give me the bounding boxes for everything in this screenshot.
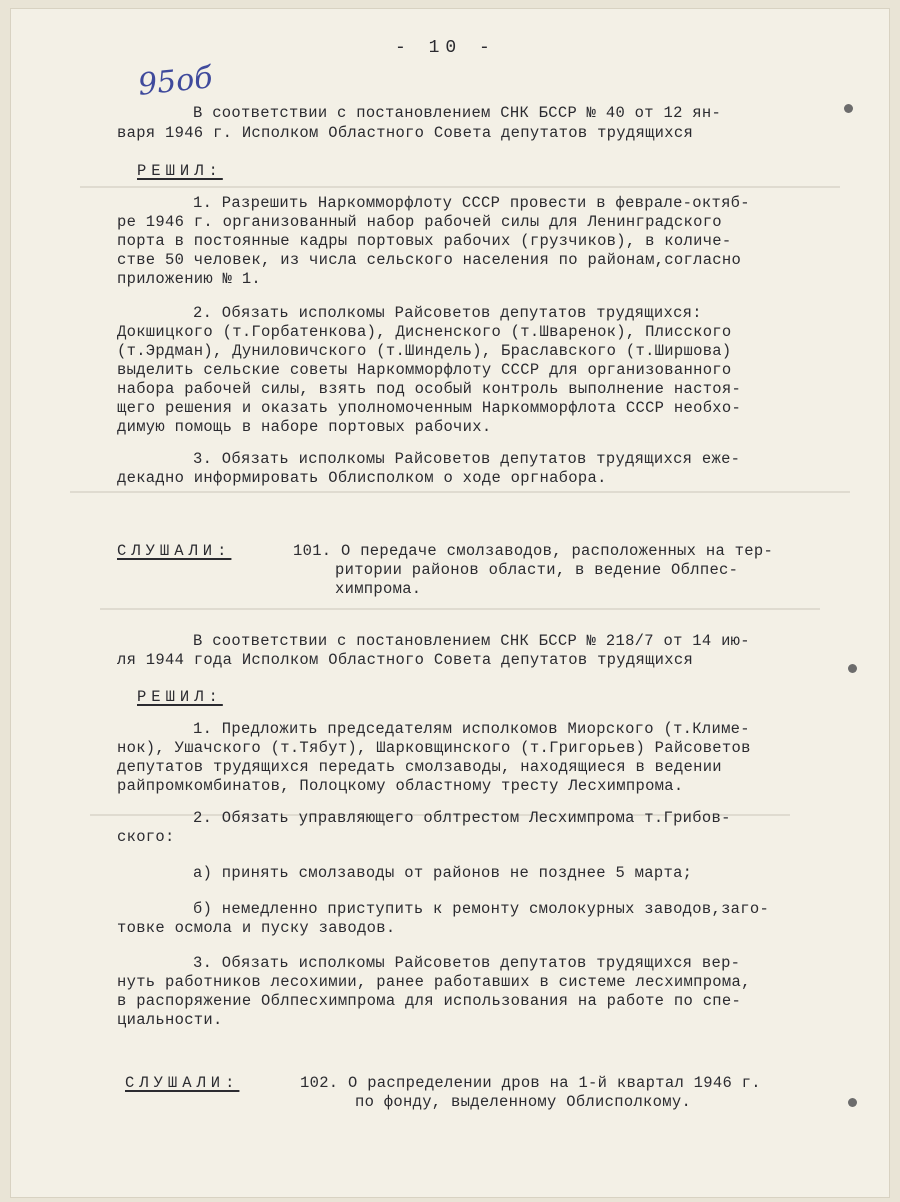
agenda-item-text: химпрома. <box>335 580 422 598</box>
text-line: ре 1946 г. организованный набор рабочей силы для Ленинградского <box>117 213 722 231</box>
text-line: товке осмола и пуску заводов. <box>117 919 396 937</box>
text-line: депутатов трудящихся передать смолзаводы, находящиеся в ведении <box>117 758 722 776</box>
text-line: нуть работников лесохимии, ранее работавших в системе лесхимпрома, <box>117 973 751 991</box>
section-heading-reshil: РЕШИЛ: <box>137 162 223 180</box>
text-line: декадно информировать Облисполком о ходе оргнабора. <box>117 469 607 487</box>
bleed-through-mark <box>80 186 840 188</box>
text-line: щего решения и оказать уполномоченным Наркомморфлота СССР необхо- <box>117 399 742 417</box>
text-line: В соответствии с постановлением СНК БССР № 40 от 12 ян- <box>193 104 722 122</box>
text-line: Докшицкого (т.Горбатенкова), Дисненского (т.Шваренок), Плисского <box>117 323 732 341</box>
text-line: ского: <box>117 828 175 846</box>
text-line: 3. Обязать исполкомы Райсоветов депутатов трудящихся еже- <box>193 450 741 468</box>
text-line: варя 1946 г. Исполком Областного Совета депутатов трудящихся <box>117 124 694 142</box>
page-number: - 10 - <box>395 38 496 58</box>
text-line: ля 1944 года Исполком Областного Совета депутатов трудящихся <box>117 651 694 669</box>
agenda-item-text: 101. О передаче смолзаводов, расположенных на тер- <box>293 542 774 560</box>
agenda-item-text: по фонду, выделенному Облисполкому. <box>355 1093 692 1111</box>
text-line: циальности. <box>117 1011 223 1029</box>
text-line: стве 50 человек, из числа сельского населения по районам,согласно <box>117 251 742 269</box>
text-line: а) принять смолзаводы от районов не позднее 5 марта; <box>193 864 693 882</box>
handwritten-folio-note: 95об <box>136 60 215 103</box>
bleed-through-mark <box>70 491 850 493</box>
text-line: приложению № 1. <box>117 270 262 288</box>
text-line: 3. Обязать исполкомы Райсоветов депутатов трудящихся вер- <box>193 954 741 972</box>
text-line: набора рабочей силы, взять под особый контроль выполнение настоя- <box>117 380 742 398</box>
section-heading-slushali: СЛУШАЛИ: <box>125 1074 240 1092</box>
text-line: райпромкомбинатов, Полоцкому областному тресту Лесхимпрома. <box>117 777 684 795</box>
text-line: нок), Ушачского (т.Тябут), Шарковщинского (т.Григорьев) Райсоветов <box>117 739 751 757</box>
bleed-through-mark <box>100 608 820 610</box>
text-line: порта в постоянные кадры портовых рабочих (грузчиков), в количе- <box>117 232 732 250</box>
punch-hole-dot <box>844 104 853 113</box>
section-heading-reshil: РЕШИЛ: <box>137 688 223 706</box>
document-page <box>10 8 890 1198</box>
agenda-item-text: ритории районов области, в ведение Облпес- <box>335 561 739 579</box>
text-line: б) немедленно приступить к ремонту смолокурных заводов,заго- <box>193 900 770 918</box>
text-line: в распоряжение Облпесхимпрома для использования на работе по спе- <box>117 992 742 1010</box>
text-line: выделить сельские советы Наркомморфлоту СССР для организованного <box>117 361 732 379</box>
text-line: 2. Обязать управляющего облтрестом Лесхимпрома т.Грибов- <box>193 809 731 827</box>
text-line: В соответствии с постановлением СНК БССР № 218/7 от 14 ию- <box>193 632 750 650</box>
text-line: димую помощь в наборе портовых рабочих. <box>117 418 492 436</box>
punch-hole-dot <box>848 1098 857 1107</box>
punch-hole-dot <box>848 664 857 673</box>
section-heading-slushali: СЛУШАЛИ: <box>117 542 232 560</box>
text-line: 1. Предложить председателям исполкомов Миорского (т.Климе- <box>193 720 750 738</box>
text-line: 1. Разрешить Наркомморфлоту СССР провести в феврале-октяб- <box>193 194 750 212</box>
text-line: (т.Эрдман), Дуниловичского (т.Шиндель), Браславского (т.Ширшова) <box>117 342 732 360</box>
text-line: 2. Обязать исполкомы Райсоветов депутатов трудящихся: <box>193 304 702 322</box>
agenda-item-text: 102. О распределении дров на 1-й квартал 1946 г. <box>300 1074 761 1092</box>
